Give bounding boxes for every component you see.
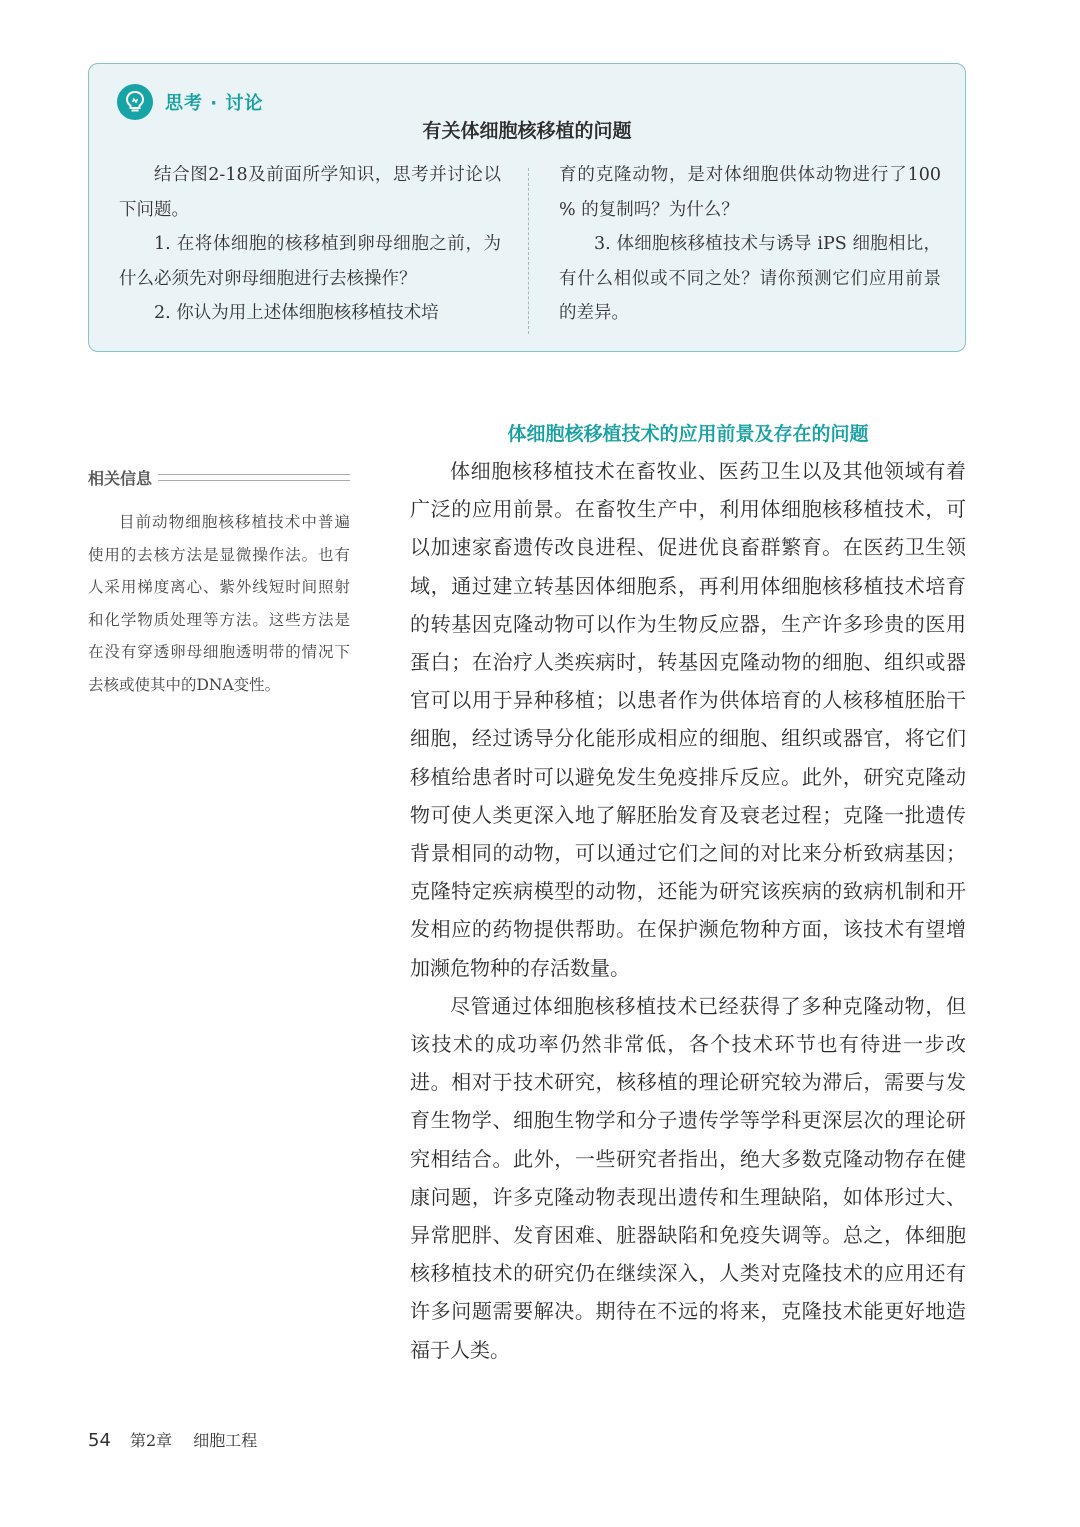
- sidebar-heading: 相关信息: [88, 469, 153, 488]
- page-number: 54: [88, 1430, 111, 1451]
- discussion-question-3: 3. 体细胞核移植技术与诱导 iPS 细胞相比，有什么相似或不同之处？请你预测它们应用前景的差异。: [559, 234, 941, 323]
- section-title: 体细胞核移植技术的应用前景及存在的问题: [507, 423, 869, 445]
- discussion-question-2-start: 2. 你认为用上述体细胞核移植技术培: [154, 303, 439, 323]
- sidebar-header: [88, 466, 350, 489]
- sidebar-text: 目前动物细胞核移植技术中普遍使用的去核方法是显微操作法。也有人采用梯度离心、紫外线短时间照射和化学物质处理等方法。这些方法是在没有穿透卵母细胞透明带的情况下去核或使其中的DNA变性。: [88, 513, 350, 694]
- discussion-question-2-end: 育的克隆动物，是对体细胞供体动物进行了100 % 的复制吗？为什么？: [559, 165, 941, 220]
- column-divider: [528, 168, 529, 334]
- main-body: [410, 452, 966, 1369]
- body-paragraph-1: 体细胞核移植技术在畜牧业、医药卫生以及其他领域有着广泛的应用前景。在畜牧生产中，利用体细胞核移植技术，可以加速家畜遗传改良进程、促进优良畜群繁育。在医药卫生领域，通过建立转基因体细胞系，再利用体细胞核移植技术培育的转基因克隆动物可以作为生物反应器，生产许多珍贵的医用蛋白；在治疗人类疾病时，转基因克隆动物的细胞、组织或器官可以用于异种移植；以患者作为供体培育的人核移植胚胎干细胞，经过诱导分化能形成相应的细胞、组织或器官，将它们移植给患者时可以避免发生免疫排斥反应。此外，研究克隆动物可使人类更深入地了解胚胎发育及衰老过程；克隆一批遗传背景相同的动物，可以通过它们之间的对比来分析致病基因；克隆特定疾病模型的动物，还能为研究该疾病的致病机制和开发相应的药物提供帮助。在保护濒危物种方面，该技术有望增加濒危物种的存活数量。: [410, 459, 966, 980]
- discussion-question-1: 1. 在将体细胞的核移植到卵母细胞之前，为什么必须先对卵母细胞进行去核操作？: [119, 234, 501, 289]
- body-paragraph-2: 尽管通过体细胞核移植技术已经获得了多种克隆动物，但该技术的成功率仍然非常低，各个技术环节也有待进一步改进。相对于技术研究，核移植的理论研究较为滞后，需要与发育生物学、细胞生物学和分子遗传学等学科更深层次的理论研究相结合。此外，一些研究者指出，绝大多数克隆动物存在健康问题，许多克隆动物表现出遗传和生理缺陷，如体形过大、异常肥胖、发育困难、脏器缺陷和免疫失调等。总之，体细胞核移植技术的研究仍在继续深入，人类对克隆技术的应用还有许多问题需要解决。期待在不远的将来，克隆技术能更好地造福于人类。: [410, 993, 966, 1362]
- sidebar-rule: [158, 474, 350, 481]
- discussion-header: [117, 84, 263, 120]
- lightbulb-icon: [117, 84, 153, 120]
- discussion-title: 有关体细胞核移植的问题: [422, 120, 632, 142]
- discussion-right-column: [559, 158, 941, 331]
- chapter-title: 细胞工程: [193, 1431, 258, 1450]
- discussion-box: [88, 63, 966, 352]
- chapter-number: 第2章: [130, 1431, 173, 1450]
- page-footer: [88, 1428, 257, 1451]
- discussion-intro: 结合图2-18及前面所学知识，思考并讨论以下问题。: [119, 165, 501, 220]
- discussion-label: 思考 · 讨论: [165, 93, 264, 114]
- discussion-left-column: [119, 158, 501, 331]
